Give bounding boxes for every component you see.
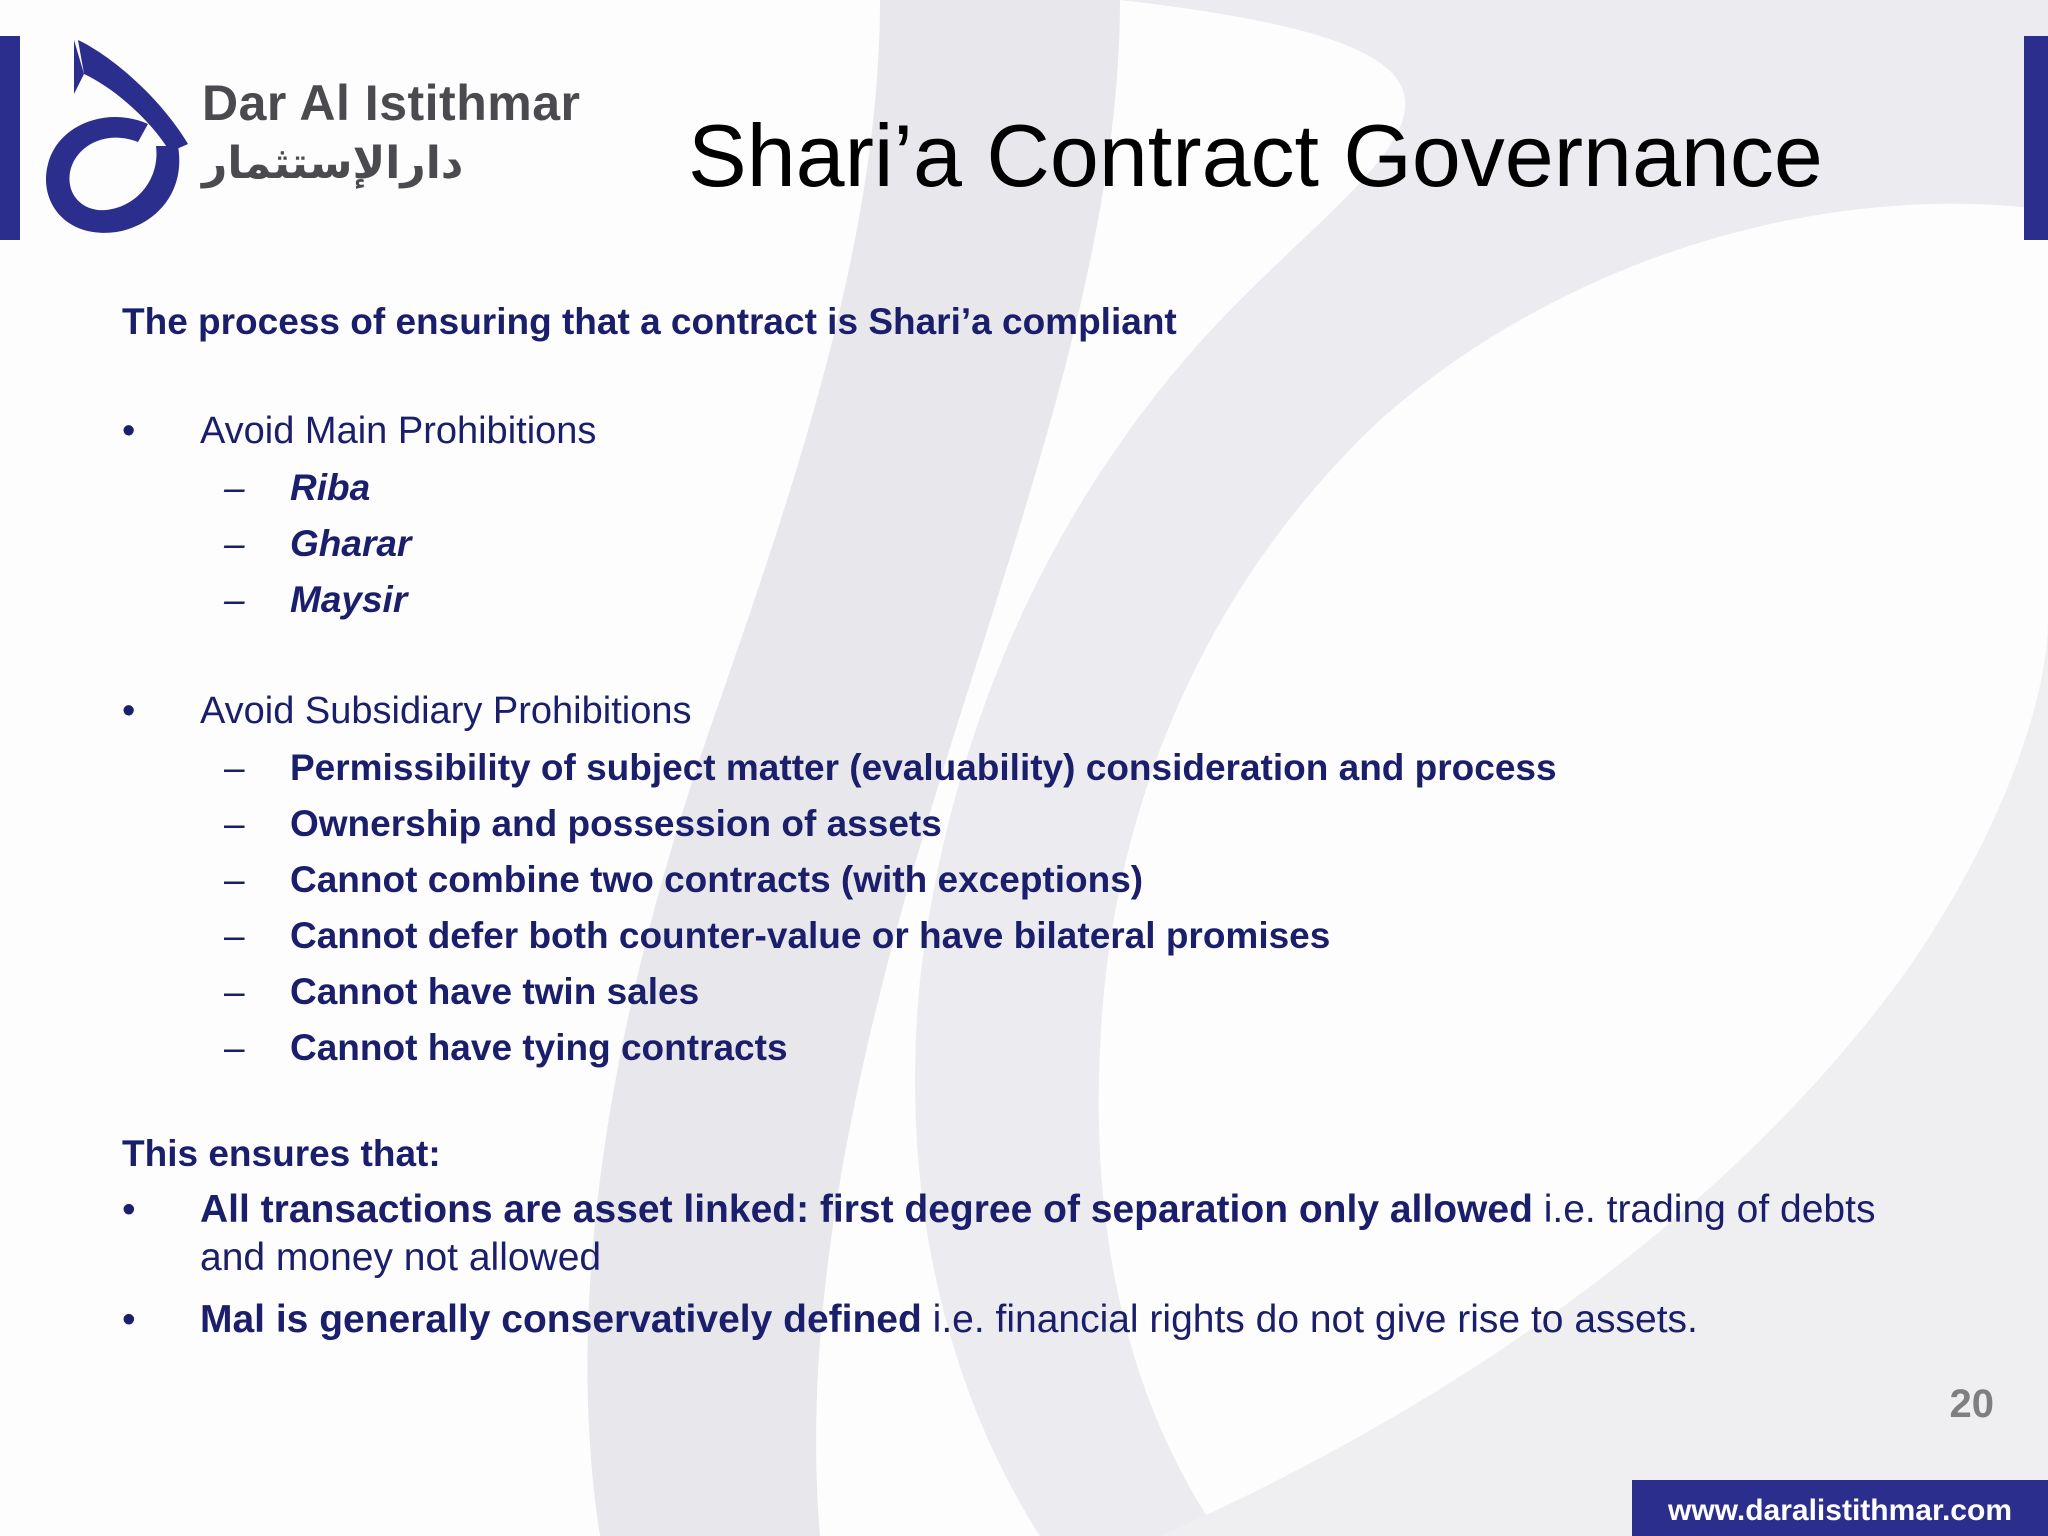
list-item: – Gharar — [224, 523, 412, 564]
bullet-dot: • — [122, 1298, 136, 1341]
list-item: – Permissibility of subject matter (evaluability) consideration and process — [224, 747, 1557, 788]
list-item: – Cannot combine two contracts (with exceptions) — [224, 859, 1144, 900]
subsidiary-prohibitions-list — [122, 740, 1942, 1076]
ensures-heading: This ensures that: — [122, 1133, 441, 1174]
intro-heading: The process of ensuring that a contract is Shari’a compliant — [122, 301, 1177, 342]
ensures-item-mal-defined — [122, 1296, 1942, 1344]
list-item: – Riba — [224, 467, 371, 508]
ensures-item-bold: All transactions are asset linked: first degree of separation only allowed — [200, 1188, 1533, 1231]
left-edge-bar — [0, 36, 20, 240]
bullet-main-prohibitions — [122, 404, 1942, 458]
logo-text-english: Dar Al Istithmar — [202, 75, 581, 131]
bullet-label: Avoid Subsidiary Prohibitions — [200, 690, 692, 732]
ensures-item-asset-linked — [122, 1186, 1942, 1282]
list-item: – Cannot defer both counter-value or have bilateral promises — [224, 915, 1331, 956]
slide-body — [122, 296, 1942, 1358]
list-item: – Maysir — [224, 579, 408, 620]
bullet-dot: • — [122, 1188, 136, 1231]
bullet-label: Avoid Main Prohibitions — [200, 410, 597, 452]
list-item: – Ownership and possession of assets — [224, 803, 942, 844]
page-number: 20 — [1949, 1382, 1994, 1426]
logo-mark-icon — [38, 34, 208, 244]
bullet-dot: • — [122, 410, 136, 452]
footer-url-link[interactable]: www.daralistithmar.com — [1668, 1494, 2012, 1527]
ensures-item-rest: i.e. financial rights do not give rise to assets. — [921, 1298, 1698, 1341]
right-edge-bar — [2024, 36, 2048, 240]
company-logo — [38, 34, 658, 244]
slide-title: Shari’a Contract Governance — [688, 106, 1823, 205]
list-item: – Cannot have twin sales — [224, 971, 700, 1012]
ensures-item-rest: i.e. trading of debts and money not allowed — [200, 1188, 1876, 1279]
logo-text-arabic: دارالإستثمار — [202, 138, 464, 189]
spacer — [122, 628, 1942, 684]
bullet-dot: • — [122, 690, 136, 732]
bullet-subsidiary-prohibitions — [122, 684, 1942, 738]
list-item: – Cannot have tying contracts — [224, 1027, 788, 1068]
ensures-item-bold: Mal is generally conservatively defined — [200, 1298, 922, 1341]
main-prohibitions-list — [122, 460, 1942, 628]
